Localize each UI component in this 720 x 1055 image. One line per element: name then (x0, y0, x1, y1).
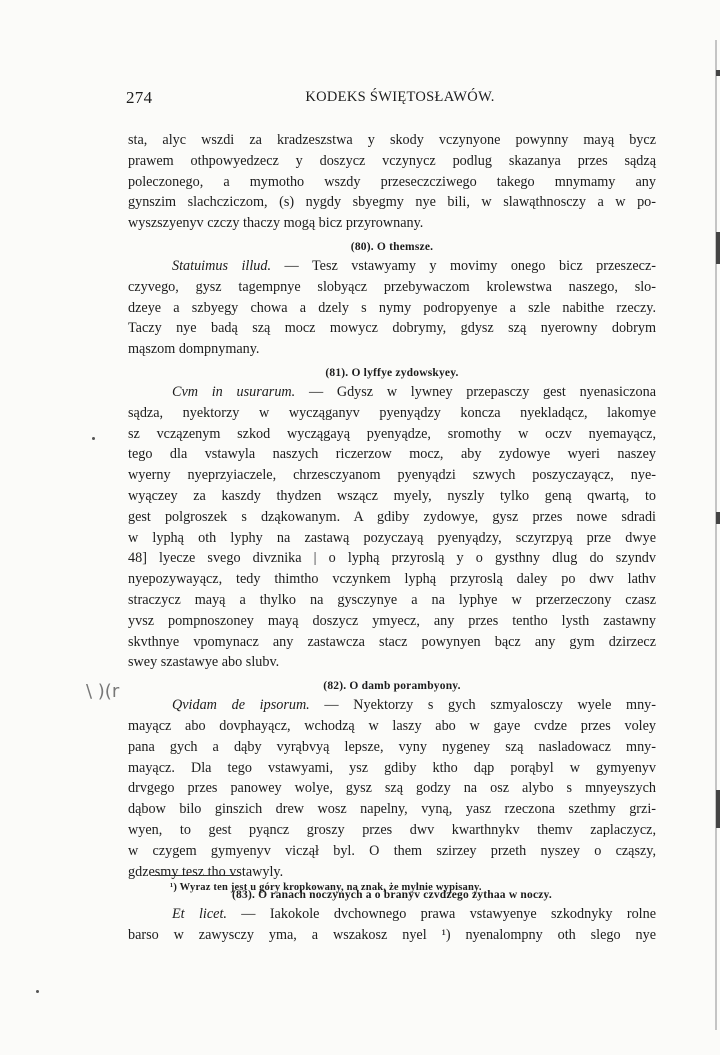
line-text: — Iakokole dvchownego prawa vstawyenye szkodnyky rolne (226, 906, 657, 923)
line-text: poleczonego, a mymotho wszdy przeseczcziwego takego mnymamy any (128, 173, 656, 190)
page-header (126, 88, 674, 110)
line-text: tego dla vstawyla naszych riczerzow mocz, aby zydowye wyeri naszey (128, 446, 656, 463)
text-line (128, 695, 656, 716)
section-heading: (83). O ranach noczynych a o branyv czvdzego zythaa w noczy. (232, 889, 552, 902)
text-line (128, 925, 656, 946)
text-line (128, 403, 656, 424)
text-line (128, 590, 656, 611)
line-text: sz vczązenym szkod wyczągayą pyenyądze, sromothy w oczv nyemayącz, (128, 425, 656, 442)
incipit: Et licet. (172, 906, 227, 923)
text-line (128, 569, 656, 590)
line-text: gdzesmy tesz tho vstawyly. (128, 863, 284, 880)
line-text: — Nyektorzy s gych szmyalosczy wyele mny- (309, 697, 656, 714)
line-text: yvsz pompnoszoney mayą doszycz ymyecz, any przes tentho lysth zastawny (128, 612, 656, 629)
line-text: drvgego przes panowey wolye, gysz szą godzy na osz alybo s mnyeyszych (128, 780, 656, 797)
line-text: w czygem gymyenyv viczął byl. O them szirzey przeth nyszey o cząszy, (128, 842, 656, 859)
text-line (128, 632, 656, 653)
margin-dot (92, 437, 95, 440)
line-text: pana gych a dąby vyrąbvyą lepsze, vyny nygeney szą nasladowacz mny- (128, 738, 656, 755)
text-line (128, 778, 656, 799)
text-line (128, 548, 656, 569)
text-line (128, 192, 656, 213)
body-text (128, 130, 656, 946)
line-text: w lyphą oth lyphy na zastawą pozyczayą pyenyądzy, sczyrzpyą prze dwye (128, 529, 656, 546)
text-line (128, 820, 656, 841)
page-edge-mark (716, 232, 720, 264)
text-line (128, 904, 656, 925)
footnote: ¹) Wyraz ten jest u góry kropkowany, na znak, że mylnie wypisany. (170, 882, 482, 893)
line-text: gest polgroszek s dząkowanym. A gdiby zydowye, gysz przes nowe sdradi (128, 508, 656, 525)
line-text: prawem othpowyedzecz y doszycz vczynycz podlug skazanya przes sądzą (128, 152, 656, 169)
section-heading: (81). O lyffye zydowskyey. (325, 366, 459, 379)
text-line (128, 862, 656, 883)
section-heading: (82). O damb porambyony. (323, 680, 461, 693)
text-line (128, 737, 656, 758)
margin-pencil-note: \ )(r (86, 681, 120, 702)
line-text: wyerny nyeprzyiaczele, chrzesczyanom pyenyądzi szwych poszyczayącz, nye- (128, 467, 656, 484)
line-text: wyączey za kaszdy thydzen wszącz myely, nyszly tylko geną qwartą, to (128, 487, 656, 504)
page-edge-mark (716, 512, 720, 524)
line-text: — Gdysz w lywney przepasczy gest nyenasiczona (295, 383, 656, 400)
line-text: nyepozywayącz, tedy thimtho vczynkem lyphą przyroslą daley po dwv lathv (128, 571, 656, 588)
text-line (128, 465, 656, 486)
text-line (128, 339, 656, 360)
line-text: — Tesz vstawyamy y movimy onego bicz przeszecz- (271, 257, 656, 274)
text-line (128, 130, 656, 151)
text-line (128, 256, 656, 277)
line-text: skvthnye vpomynacz any zastawcza stacz powynyen bącz any gym dzirzecz (128, 633, 656, 650)
page-edge (715, 40, 717, 1030)
line-text: gynszim slachcziczom, (s) nygdy sbyegmy nye bili, w slawąthnosczy a w po- (128, 194, 656, 211)
margin-dot (36, 990, 39, 993)
text-line (128, 213, 656, 234)
line-text: Taczy nye badą szą mocz mowycz dobrymy, gdysz szą nyerowny dobrym (128, 320, 656, 337)
text-line (128, 758, 656, 779)
section-heading: (80). O themsze. (350, 240, 434, 253)
text-line (128, 444, 656, 465)
text-line (128, 716, 656, 737)
text-line (128, 528, 656, 549)
page-number: 274 (126, 88, 153, 107)
incipit: Qvidam de ipsorum. (172, 697, 310, 714)
text-line (128, 318, 656, 339)
line-text: sądza, nyektorzy w wycząganyv pyenyądzy koncza nyekladącz, lakomye (128, 404, 656, 421)
text-line (128, 172, 656, 193)
footnote-rule (152, 875, 240, 876)
text-line (128, 424, 656, 445)
incipit: Cvm in usurarum. (172, 383, 296, 400)
line-text: wyszszyenyv czczy thaczy mogą bicz przyrownany. (128, 215, 424, 232)
line-text: 48] lyecze svego divznika | o lyphą przyroslą y o gysthny dlug do szyndv (128, 550, 656, 567)
page-edge-mark (716, 70, 720, 76)
running-title: KODEKS ŚWIĘTOSŁAWÓW. (305, 89, 495, 105)
line-text: swey szastawye abo slubv. (128, 654, 280, 671)
line-text: straczycz mayą a thylko na gysczynye a na lyphye w przerzeczony czasz (128, 591, 656, 608)
line-text: dzeye a szbyegy chowa a dzely s nymy podropyenye a szle nabithe rzeczy. (128, 299, 656, 316)
line-text: barso w zawysczy yma, a wszakosz nyel ¹) nyenalompny oth slego nye (128, 927, 656, 944)
incipit: Statuimus illud. (172, 257, 272, 274)
text-line (128, 799, 656, 820)
line-text: czyvego, gysz tagempnye slobyącz przebywaczom krolewstwa naszego, slo- (128, 278, 656, 295)
text-line (128, 611, 656, 632)
text-line (128, 652, 656, 673)
text-line (128, 382, 656, 403)
line-text: mąszom dompnymany. (128, 341, 260, 358)
page-edge-mark (716, 790, 720, 828)
line-text: mayącz abo dovphayącz, wchodzą w laszy abo w gaye cvdze przes voley (128, 717, 656, 734)
text-line (128, 151, 656, 172)
text-line (128, 277, 656, 298)
line-text: mayącz. Dla tego vstawyami, ysz gdiby ktho dąp porąbyl w gymyenyv (128, 759, 656, 776)
text-line (128, 486, 656, 507)
line-text: wyen, to gest pyąncz groszy przes dwv kwarthnykv themv zaplaczycz, (128, 821, 656, 838)
line-text: sta, alyc wszdi za kradzeszstwa y skody vczynyone powynny mayą bycz (128, 132, 656, 148)
text-line (128, 841, 656, 862)
text-line (128, 507, 656, 528)
line-text: dąbow bilo ginszich drew wosz napelny, vyną, yasz rzeczona szethmy grzi- (128, 801, 656, 818)
text-line (128, 298, 656, 319)
